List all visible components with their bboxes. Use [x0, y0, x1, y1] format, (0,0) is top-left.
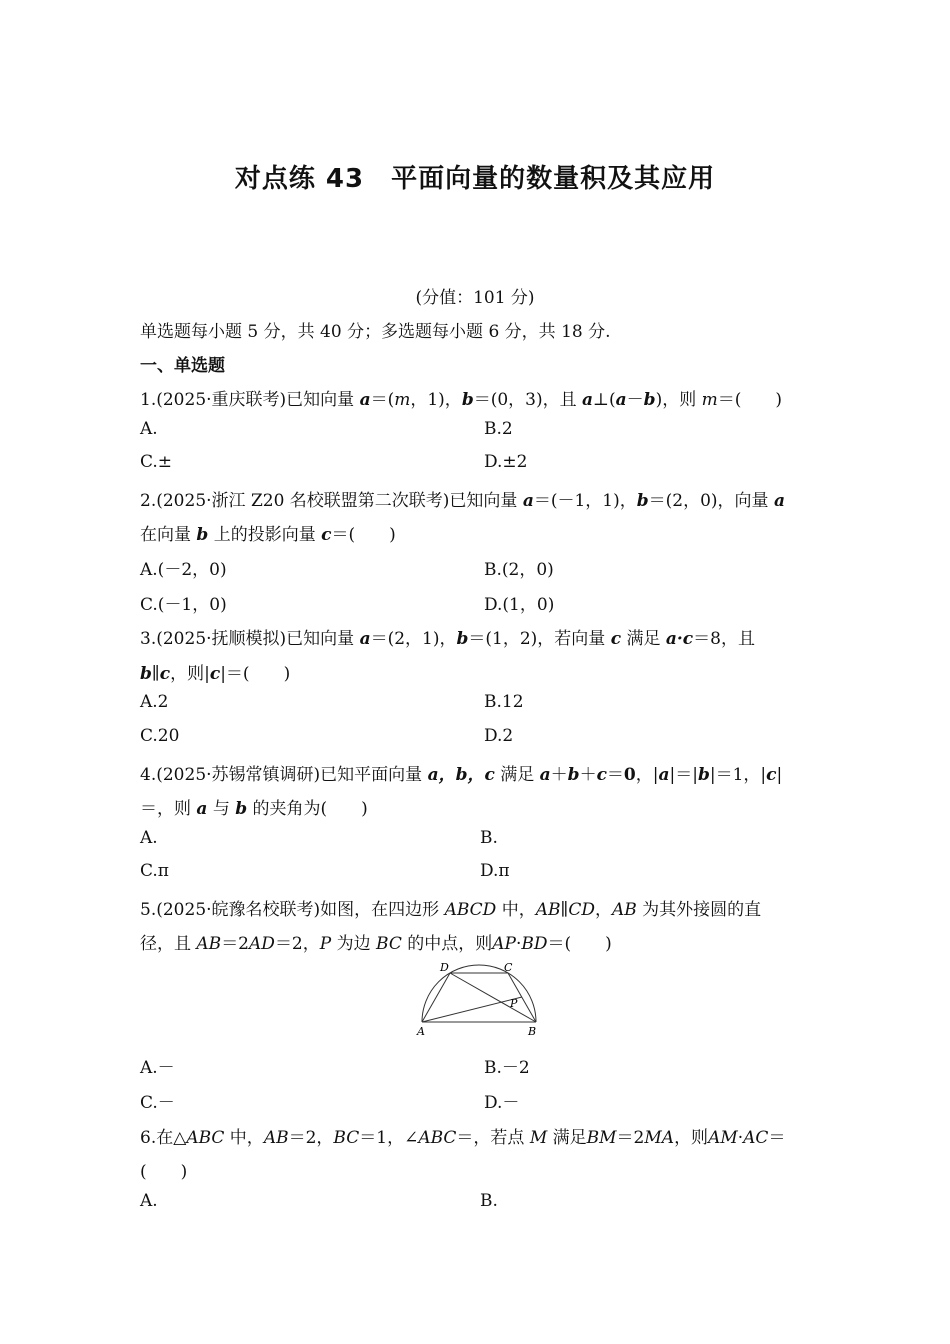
- q1-option-b: B.2: [484, 419, 513, 439]
- q5-option-d: D.－: [484, 1093, 520, 1113]
- q2-stem-line2: 在向量 b 上的投影向量 c＝( ): [140, 525, 396, 545]
- q2-option-b: B.(2，0): [484, 560, 554, 580]
- segment-ap: [422, 997, 522, 1022]
- q6-stem-line1: 6.在△ABC 中，AB＝2，BC＝1，∠ABC＝，若点 M 满足BM＝2MA，则AM·AC＝: [140, 1128, 786, 1148]
- label-p: P: [510, 997, 518, 1010]
- q4-option-d: D.π: [480, 861, 510, 881]
- q1-option-a: A.: [140, 419, 158, 439]
- q2-stem-line1: 2.(2025·浙江 Z20 名校联盟第二次联考)已知向量 a＝(－1，1)，b＝(2，0)，向量 a: [140, 491, 785, 511]
- q3-stem-line2: b∥c，则|c|＝( ): [140, 664, 291, 684]
- label-d: D: [440, 961, 449, 974]
- q2-option-c: C.(－1，0): [140, 595, 227, 615]
- q1-option-c: C.±: [140, 452, 173, 472]
- q4-option-c: C.π: [140, 861, 169, 881]
- q2-option-d: D.(1，0): [484, 595, 555, 615]
- q3-option-d: D.2: [484, 726, 514, 746]
- q6-stem-line2: ( ): [140, 1162, 188, 1182]
- q6-option-a: A.: [140, 1191, 158, 1211]
- q6-option-b: B.: [480, 1191, 498, 1211]
- segment-ad: [422, 973, 450, 1022]
- q3-option-c: C.20: [140, 726, 180, 746]
- segment-bd: [450, 973, 536, 1022]
- q2-option-a: A.(－2，0): [140, 560, 227, 580]
- q1-option-d: D.±2: [484, 452, 528, 472]
- q5-stem-line1: 5.(2025·皖豫名校联考)如图，在四边形 ABCD 中，AB∥CD，AB 为其外接圆的直: [140, 900, 762, 920]
- label-b: B: [528, 1025, 537, 1038]
- q5-option-c: C.－: [140, 1093, 175, 1113]
- q1-stem: 1.(2025·重庆联考)已知向量 a＝(m，1)，b＝(0，3)，且 a⊥(a－b)，则 m＝( ): [140, 390, 782, 410]
- section-heading: 一、单选题: [140, 356, 225, 376]
- instructions: 单选题每小题 5 分，共 40 分；多选题每小题 6 分，共 18 分.: [140, 322, 611, 342]
- q4-option-a: A.: [140, 828, 158, 848]
- q5-option-b: B.－2: [484, 1058, 530, 1078]
- q3-stem-line1: 3.(2025·抚顺模拟)已知向量 a＝(2，1)，b＝(1，2)，若向量 c 满足 a·c＝8，且: [140, 629, 755, 649]
- page-title: 对点练 43 平面向量的数量积及其应用: [234, 164, 716, 194]
- score-line: (分值：101 分): [415, 288, 535, 308]
- q5-stem-line2: 径，且 AB＝2AD＝2，P 为边 BC 的中点，则AP·BD＝( ): [140, 934, 612, 954]
- q4-stem-line2: ＝，则 a 与 b 的夹角为( ): [140, 799, 368, 819]
- q3-option-b: B.12: [484, 692, 524, 712]
- label-c: C: [504, 961, 513, 974]
- q5-figure: [412, 960, 542, 1040]
- q5-option-a: A.－: [140, 1058, 175, 1078]
- label-a: A: [417, 1025, 425, 1038]
- q4-stem-line1: 4.(2025·苏锡常镇调研)已知平面向量 a，b，c 满足 a＋b＋c＝0，|a|＝|b|＝1，|c|: [140, 765, 783, 785]
- q3-option-a: A.2: [140, 692, 169, 712]
- q4-option-b: B.: [480, 828, 498, 848]
